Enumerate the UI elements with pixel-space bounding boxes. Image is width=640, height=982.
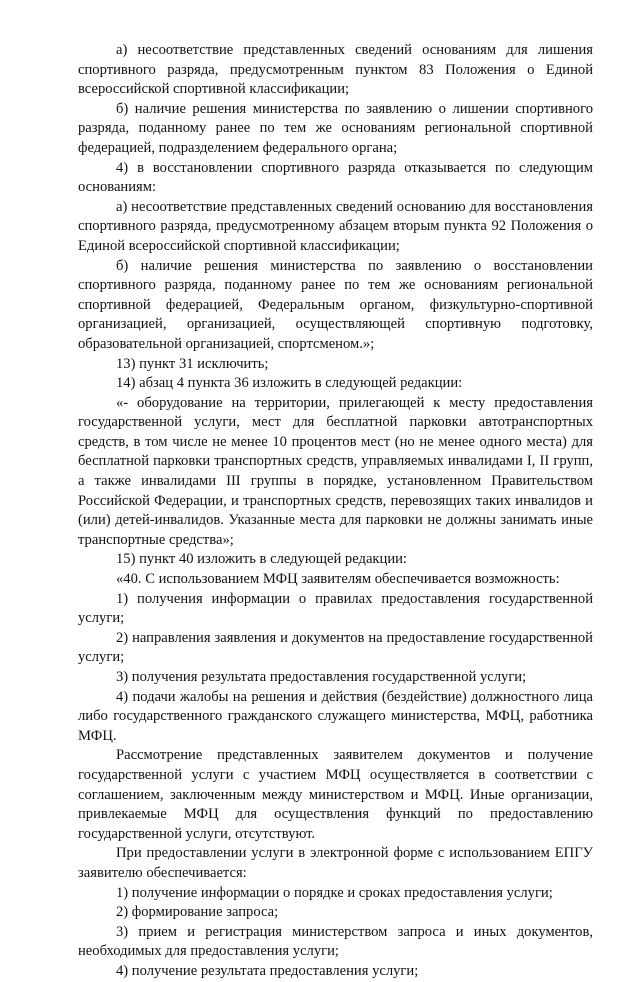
paragraph-epgu-item-3: 3) прием и регистрация министерством запроса и иных документов, необходимых для предоставления услуги; (78, 923, 593, 960)
paragraph-epgu-item-1: 1) получение информации о порядке и сроках предоставления услуги; (116, 884, 553, 901)
paragraph-mfc-item-2: 2) направления заявления и документов на предоставление государственной услуги; (78, 629, 593, 666)
paragraph-4-restoration-refusal: 4) в восстановлении спортивного разряда отказывается по следующим основаниям: (78, 159, 593, 196)
paragraph-1a-deprivation-mismatch: а) несоответствие представленных сведений основаниям для лишения спортивного разряда, предусмотренным пунктом 83 Положения о Единой всероссийской спортивной классификации; (78, 42, 593, 98)
paragraph-mfc-item-4: 4) подачи жалобы на решения и действия (бездействие) должностного лица либо государственного гражданского служащего министерства, МФЦ, работника МФЦ. (78, 688, 593, 744)
paragraph-14-amend-36: 14) абзац 4 пункта 36 изложить в следующей редакции: (116, 375, 463, 392)
paragraph-1b-deprivation-decision: б) наличие решения министерства по заявлению о лишении спортивного разряда, поданному ранее по тем же основаниям региональной спортивной федерацией, подразделением федерального органа; (78, 100, 593, 156)
paragraph-epgu-item-2: 2) формирование запроса; (116, 904, 279, 921)
paragraph-40-mfc-intro: «40. С использованием МФЦ заявителям обеспечивается возможность: (116, 571, 560, 588)
paragraph-mfc-agreement: Рассмотрение представленных заявителем документов и получение государственной услуги с участием МФЦ осуществляется в соответствии с соглашением, заключенным между министерством и МФЦ. Иные организации, привлекаемые МФЦ для осуществления функций по предоставлению государственной услуги, отсутствуют. (78, 747, 593, 842)
document-page (78, 41, 593, 982)
paragraph-13-exclude-31: 13) пункт 31 исключить; (116, 355, 269, 372)
paragraph-mfc-item-1: 1) получения информации о правилах предоставления государственной услуги; (78, 590, 593, 627)
paragraph-15-amend-40: 15) пункт 40 изложить в следующей редакции: (116, 551, 407, 568)
paragraph-parking-text: «- оборудование на территории, прилегающей к месту предоставления государственной услуги, мест для бесплатной парковки автотранспортных средств, в том числе не менее 10 процентов мест (но не менее одного места) для бесплатной парковки транспортных средств, управляемых инвалидами I, II групп, а также инвалидами III группы в порядке, установленном Правительством Российской Федерации, и транспортных средств, перевозящих таких инвалидов и (или) детей-инвалидов. Указанные места для парковки не должны занимать иные транспортные средства»; (78, 394, 593, 548)
paragraph-4a-restoration-mismatch: а) несоответствие представленных сведений основанию для восстановления спортивного разряда, предусмотренному абзацем вторым пункта 92 Положения о Единой всероссийской спортивной классификации; (78, 198, 593, 254)
paragraph-epgu-item-4: 4) получение результата предоставления услуги; (116, 962, 419, 979)
paragraph-4b-restoration-decision: б) наличие решения министерства по заявлению о восстановлении спортивного разряда, поданному ранее по тем же основаниям региональной спортивной федерацией, Федеральным органом, физкультурно-спортивной организацией, организацией, осуществляющей спортивную подготовку, образовательной организацией, спортсменом.»; (78, 257, 593, 352)
paragraph-mfc-item-3: 3) получения результата предоставления государственной услуги; (116, 669, 527, 685)
paragraph-epgu-intro: При предоставлении услуги в электронной форме с использованием ЕПГУ заявителю обеспечивается: (78, 845, 593, 881)
